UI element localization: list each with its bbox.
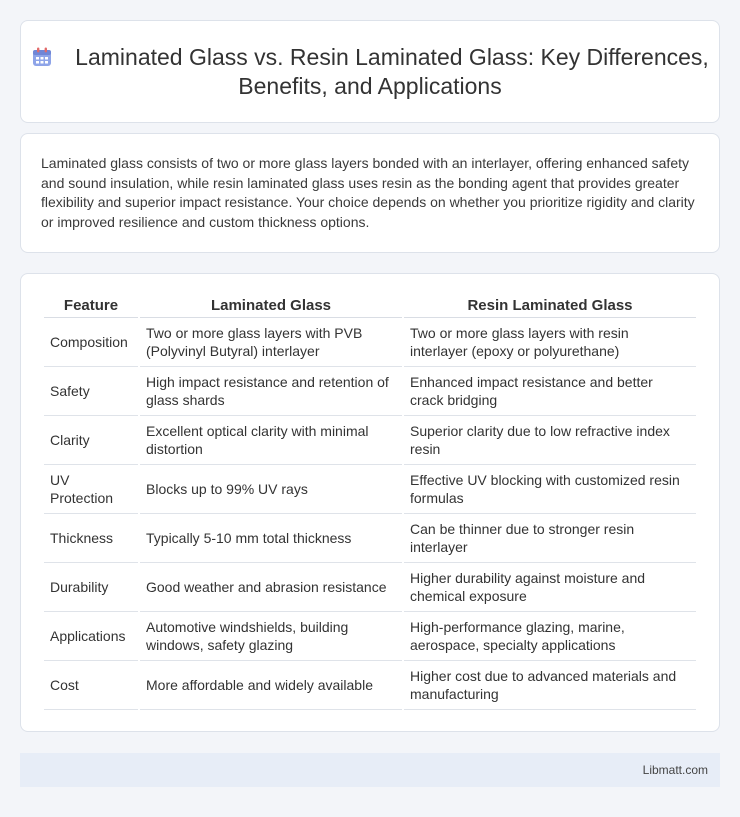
table-row bbox=[44, 661, 696, 710]
feature-cell: Durability bbox=[44, 563, 138, 612]
summary-card bbox=[20, 133, 720, 253]
summary-text: Laminated glass consists of two or more glass layers bonded with an interlayer, offering enhanced safety and sound insulation, while resin laminated glass uses resin as the bonding agent that provides greater flexibility and superior impact resistance. Your choice depends on whether you prioritize rigidity and clarity or improved resilience and custom thickness options. bbox=[41, 155, 695, 230]
table-row bbox=[44, 514, 696, 563]
calendar-icon bbox=[31, 46, 53, 68]
table-row bbox=[44, 318, 696, 367]
resin-cell: Can be thinner due to stronger resin interlayer bbox=[404, 514, 696, 563]
feature-cell: Cost bbox=[44, 661, 138, 710]
table-row bbox=[44, 416, 696, 465]
header-resin-laminated-glass: Resin Laminated Glass bbox=[404, 296, 696, 318]
page-title-wrap bbox=[21, 43, 719, 101]
table-row bbox=[44, 612, 696, 661]
feature-cell: Clarity bbox=[44, 416, 138, 465]
table-row bbox=[44, 563, 696, 612]
resin-cell: Two or more glass layers with resin interlayer (epoxy or polyurethane) bbox=[404, 318, 696, 367]
laminated-cell: Blocks up to 99% UV rays bbox=[140, 465, 402, 514]
page-title: Laminated Glass vs. Resin Laminated Glass: Key Differences, Benefits, and Applications bbox=[75, 44, 709, 99]
table-row bbox=[44, 367, 696, 416]
laminated-cell: High impact resistance and retention of glass shards bbox=[140, 367, 402, 416]
resin-cell: Superior clarity due to low refractive index resin bbox=[404, 416, 696, 465]
laminated-cell: Typically 5-10 mm total thickness bbox=[140, 514, 402, 563]
resin-cell: Higher cost due to advanced materials and manufacturing bbox=[404, 661, 696, 710]
comparison-table bbox=[42, 296, 698, 710]
title-card bbox=[20, 20, 720, 123]
header-laminated-glass: Laminated Glass bbox=[140, 296, 402, 318]
laminated-cell: Good weather and abrasion resistance bbox=[140, 563, 402, 612]
laminated-cell: Two or more glass layers with PVB (Polyvinyl Butyral) interlayer bbox=[140, 318, 402, 367]
laminated-cell: More affordable and widely available bbox=[140, 661, 402, 710]
feature-cell: Applications bbox=[44, 612, 138, 661]
resin-cell: Effective UV blocking with customized resin formulas bbox=[404, 465, 696, 514]
feature-cell: UV Protection bbox=[44, 465, 138, 514]
laminated-cell: Automotive windshields, building windows, safety glazing bbox=[140, 612, 402, 661]
resin-cell: High-performance glazing, marine, aerospace, specialty applications bbox=[404, 612, 696, 661]
resin-cell: Enhanced impact resistance and better crack bridging bbox=[404, 367, 696, 416]
feature-cell: Thickness bbox=[44, 514, 138, 563]
table-header-row bbox=[44, 296, 696, 318]
feature-cell: Safety bbox=[44, 367, 138, 416]
footer-brand-link[interactable]: Libmatt.com bbox=[642, 763, 708, 777]
header-feature: Feature bbox=[44, 296, 138, 318]
feature-cell: Composition bbox=[44, 318, 138, 367]
resin-cell: Higher durability against moisture and chemical exposure bbox=[404, 563, 696, 612]
laminated-cell: Excellent optical clarity with minimal distortion bbox=[140, 416, 402, 465]
table-row bbox=[44, 465, 696, 514]
footer bbox=[20, 753, 720, 787]
comparison-table-card bbox=[20, 273, 720, 732]
